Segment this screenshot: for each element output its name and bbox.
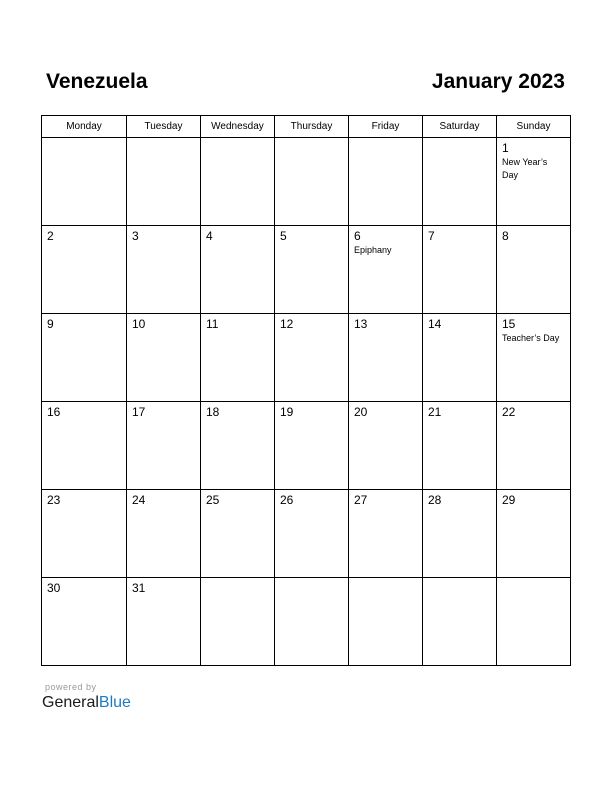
calendar-day-cell[interactable]	[127, 138, 201, 226]
calendar-day-cell[interactable]	[423, 226, 497, 314]
weekday-header-wednesday: Wednesday	[201, 116, 275, 138]
day-number: 9	[47, 317, 54, 331]
calendar-day-cell[interactable]	[497, 490, 571, 578]
weekday-header-row	[42, 116, 571, 138]
weekday-header-monday: Monday	[42, 116, 127, 138]
calendar-week-row	[42, 490, 571, 578]
day-number: 21	[428, 405, 442, 419]
day-number: 22	[502, 405, 516, 419]
weekday-header-tuesday: Tuesday	[127, 116, 201, 138]
day-number: 11	[206, 317, 219, 331]
calendar-day-cell[interactable]	[127, 578, 201, 666]
day-number: 3	[132, 229, 139, 243]
holiday-label: Teacher’s Day	[502, 333, 560, 343]
calendar-day-cell[interactable]	[423, 402, 497, 490]
holiday-label: Epiphany	[354, 245, 392, 255]
day-number: 17	[132, 405, 146, 419]
calendar-day-cell[interactable]	[42, 314, 127, 402]
generalblue-logo[interactable]	[42, 694, 131, 712]
calendar-day-cell[interactable]	[349, 314, 423, 402]
day-number: 13	[354, 317, 368, 331]
calendar-day-cell[interactable]	[275, 578, 349, 666]
calendar-day-cell[interactable]	[42, 226, 127, 314]
calendar-day-cell[interactable]	[275, 402, 349, 490]
brand-general-text: General	[42, 694, 99, 711]
calendar-week-row	[42, 314, 571, 402]
day-number: 14	[428, 317, 442, 331]
calendar-day-cell[interactable]	[42, 402, 127, 490]
calendar-day-cell[interactable]	[42, 578, 127, 666]
weekday-header-thursday: Thursday	[275, 116, 349, 138]
calendar-day-cell[interactable]	[275, 226, 349, 314]
calendar-day-cell[interactable]	[349, 402, 423, 490]
calendar-week-row	[42, 402, 571, 490]
calendar-day-cell[interactable]	[127, 402, 201, 490]
day-number: 2	[47, 229, 54, 243]
day-number: 25	[206, 493, 220, 507]
day-number: 12	[280, 317, 294, 331]
holiday-label: New Year’s Day	[502, 157, 548, 180]
calendar-grid	[41, 115, 571, 666]
day-number: 1	[502, 141, 509, 155]
calendar-day-cell[interactable]	[423, 490, 497, 578]
calendar-day-cell[interactable]	[275, 138, 349, 226]
calendar-day-cell[interactable]	[497, 402, 571, 490]
calendar-week-row	[42, 226, 571, 314]
calendar-day-cell[interactable]	[275, 490, 349, 578]
calendar-day-cell[interactable]	[127, 226, 201, 314]
day-number: 6	[354, 229, 361, 243]
calendar-day-cell[interactable]	[497, 314, 571, 402]
calendar-day-cell[interactable]	[497, 138, 571, 226]
calendar-day-cell[interactable]	[201, 402, 275, 490]
day-number: 18	[206, 405, 220, 419]
calendar-day-cell[interactable]	[497, 578, 571, 666]
calendar-day-cell[interactable]	[275, 314, 349, 402]
day-number: 4	[206, 229, 213, 243]
day-number: 24	[132, 493, 146, 507]
calendar-day-cell[interactable]	[349, 490, 423, 578]
calendar-day-cell[interactable]	[201, 226, 275, 314]
calendar-day-cell[interactable]	[201, 314, 275, 402]
day-number: 7	[428, 229, 435, 243]
calendar-day-cell[interactable]	[349, 226, 423, 314]
calendar-day-cell[interactable]	[127, 314, 201, 402]
day-number: 23	[47, 493, 61, 507]
day-number: 19	[280, 405, 294, 419]
day-number: 29	[502, 493, 516, 507]
calendar-day-cell[interactable]	[201, 138, 275, 226]
calendar-day-cell[interactable]	[349, 578, 423, 666]
day-number: 31	[132, 581, 146, 595]
calendar-day-cell[interactable]	[42, 490, 127, 578]
powered-by-text: powered by	[45, 682, 97, 692]
calendar-day-cell[interactable]	[423, 314, 497, 402]
day-number: 10	[132, 317, 146, 331]
calendar-day-cell[interactable]	[201, 578, 275, 666]
day-number: 15	[502, 317, 516, 331]
day-number: 20	[354, 405, 368, 419]
calendar-week-row	[42, 578, 571, 666]
calendar-week-row	[42, 138, 571, 226]
weekday-header-saturday: Saturday	[423, 116, 497, 138]
brand-blue-text: Blue	[98, 694, 131, 711]
calendar-day-cell[interactable]	[423, 138, 497, 226]
calendar-day-cell[interactable]	[423, 578, 497, 666]
month-year-title: January 2023	[431, 70, 565, 93]
calendar-day-cell[interactable]	[349, 138, 423, 226]
day-number: 16	[47, 405, 61, 419]
day-number: 5	[280, 229, 287, 243]
calendar-day-cell[interactable]	[497, 226, 571, 314]
calendar-day-cell[interactable]	[127, 490, 201, 578]
day-number: 27	[354, 493, 368, 507]
day-number: 8	[502, 229, 509, 243]
calendar-day-cell[interactable]	[201, 490, 275, 578]
weekday-header-friday: Friday	[349, 116, 423, 138]
weekday-header-sunday: Sunday	[497, 116, 571, 138]
calendar-day-cell[interactable]	[42, 138, 127, 226]
day-number: 26	[280, 493, 294, 507]
country-title: Venezuela	[46, 70, 148, 93]
day-number: 30	[47, 581, 61, 595]
day-number: 28	[428, 493, 442, 507]
